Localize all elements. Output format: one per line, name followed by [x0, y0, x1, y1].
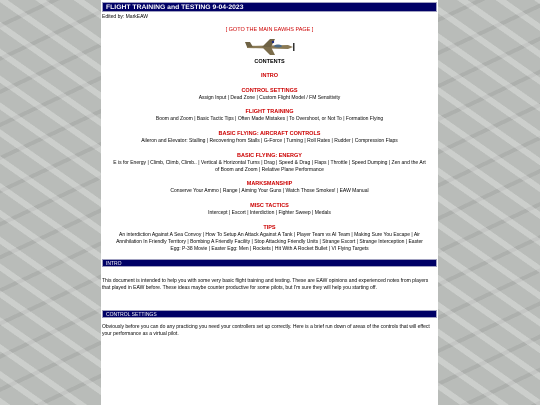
edited-by: Edited by: MarkEAW — [102, 14, 148, 20]
contents-link[interactable]: | To Overshoot, or Not To — [285, 116, 342, 122]
contents-link[interactable]: | Dead Zone — [226, 95, 255, 101]
main-page-link[interactable]: [ GOTO THE MAIN EAWHS PAGE ] — [225, 26, 314, 33]
contents-link[interactable]: | Rockets — [249, 246, 271, 252]
section-heading-link[interactable]: TIPS — [263, 225, 276, 232]
contents-link[interactable]: | Aiming Your Guns — [238, 188, 282, 194]
section-links — [101, 116, 438, 123]
contents-link[interactable]: | Medals — [311, 210, 331, 216]
contents-link[interactable]: | How To Setup An Attack Against A Tank — [201, 232, 292, 238]
contents-link[interactable]: | Throttle — [327, 160, 348, 166]
contents-link[interactable]: | Player Team vs AI Team — [293, 232, 351, 238]
contents-link[interactable]: | Drag — [260, 160, 275, 166]
section-heading-link[interactable]: CONTROL SETTINGS — [241, 87, 298, 94]
contents-link[interactable]: Boom and Zoom — [155, 116, 193, 123]
section-heading-link[interactable]: MARKSMANSHIP — [246, 181, 293, 188]
section-links — [101, 188, 438, 195]
section-links — [101, 232, 438, 252]
contents-link[interactable]: | Relative Plane Performance — [258, 167, 324, 173]
control-settings-section-title: CONTROL SETTINGS — [106, 311, 157, 318]
contents-link[interactable]: Intercept — [208, 210, 228, 217]
spitfire-plane-image — [244, 37, 296, 57]
contents-sections — [101, 88, 438, 253]
contents-link[interactable]: | Often Made Mistakes — [234, 116, 285, 122]
contents-link[interactable]: | Hit With A Rocket Bullet — [271, 246, 328, 252]
intro-link[interactable]: INTRO — [260, 72, 279, 79]
contents-link[interactable]: | Recovering from Stalls — [205, 138, 259, 144]
contents-link[interactable]: | Making Sure You Escape — [350, 232, 410, 238]
section-links — [101, 160, 438, 174]
contents-link[interactable]: | G-Force — [260, 138, 282, 144]
contents-link[interactable]: | Watch Those Smokes! — [281, 188, 335, 194]
contents-link[interactable]: | Roll Rates — [303, 138, 330, 144]
contents-link[interactable]: | Zen and the Art of Boom and Zoom — [215, 160, 426, 173]
contents-link[interactable]: | Fighter Sweep — [274, 210, 310, 216]
contents-link[interactable]: | Easter Egg: P-38 Movie — [170, 239, 423, 252]
section-links — [101, 138, 438, 145]
section-heading-link[interactable]: BASIC FLYING: AIRCRAFT CONTROLS — [218, 131, 321, 138]
contents-link[interactable]: | Escort — [228, 210, 246, 216]
contents-link[interactable]: | Turning — [282, 138, 303, 144]
contents-link[interactable]: | Flaps — [310, 160, 326, 166]
page-title-bar — [102, 2, 437, 12]
contents-link[interactable]: | Compression Flaps — [351, 138, 398, 144]
contents-link[interactable]: Aileron and Elevator: Stalling — [141, 138, 206, 145]
contents-link[interactable]: | Interdiction — [246, 210, 275, 216]
section-heading-link[interactable]: MISC TACTICS — [250, 203, 289, 210]
contents-link[interactable]: An interdiction Against A Sea Convoy — [119, 232, 202, 239]
intro-section-title: INTRO — [106, 261, 122, 268]
contents-link[interactable]: | Bombing A Friendly Facility — [186, 239, 250, 245]
contents-link[interactable]: E is for Energy — [113, 159, 147, 166]
contents-link[interactable]: | Formation Flying — [342, 116, 383, 122]
contents-link[interactable]: | Strange Interception — [355, 239, 404, 245]
contents-link[interactable]: | Air Annihilation In Friendly Territory — [116, 232, 420, 245]
document-page — [101, 0, 438, 405]
contents-link[interactable]: | Vertical & Horizontal Turns — [197, 160, 260, 166]
contents-link[interactable]: | VI Flying Targets — [327, 246, 368, 252]
contents-link[interactable]: Conserve Your Ammo — [170, 188, 219, 195]
contents-link[interactable]: | Rudder — [330, 138, 350, 144]
section-heading-link[interactable]: BASIC FLYING: ENERGY — [237, 152, 302, 159]
control-settings-section-bar — [102, 310, 437, 318]
contents-link[interactable]: | Basic Tactic Tips — [193, 116, 234, 122]
contents-link[interactable]: Assign Input — [198, 94, 227, 101]
contents-link[interactable]: | Strange Escort — [318, 239, 355, 245]
contents-link[interactable]: | Climb, Climb, Climb.. — [146, 160, 197, 166]
contents-link[interactable]: | Stop Attacking Friendly Units — [250, 239, 318, 245]
control-settings-paragraph: Obviously before you can do any practicing you need your controllers set up correctly. Here is a brief run down of areas of the controls that will effect your performance as a virtual pilot. — [102, 323, 430, 337]
section-links — [101, 210, 438, 217]
contents-link[interactable]: | EAW Manual — [336, 188, 369, 194]
contents-link[interactable]: | Easter Egg: Men — [207, 246, 248, 252]
contents-link[interactable]: | Custom Flight Model / FM Sensitivity — [255, 95, 340, 101]
intro-section-bar — [102, 259, 437, 267]
page-title: FLIGHT TRAINING and TESTING 9-04-2023 — [106, 4, 244, 11]
contents-link[interactable]: | Speed & Drag — [275, 160, 311, 166]
contents-link[interactable]: | Range — [219, 188, 238, 194]
intro-paragraph: This document is intended to help you with some very basic flight training and testing. These are EAW opinions and experienced notes from players that played in EAW before. These ideas maybe counter productive for some pilots, but I'm sure they will help you starting off. — [102, 278, 429, 292]
contents-link[interactable]: | Speed Dumping — [348, 160, 388, 166]
section-links — [101, 95, 438, 102]
section-heading-link[interactable]: FLIGHT TRAINING — [245, 109, 294, 116]
contents-heading: CONTENTS — [254, 58, 285, 65]
